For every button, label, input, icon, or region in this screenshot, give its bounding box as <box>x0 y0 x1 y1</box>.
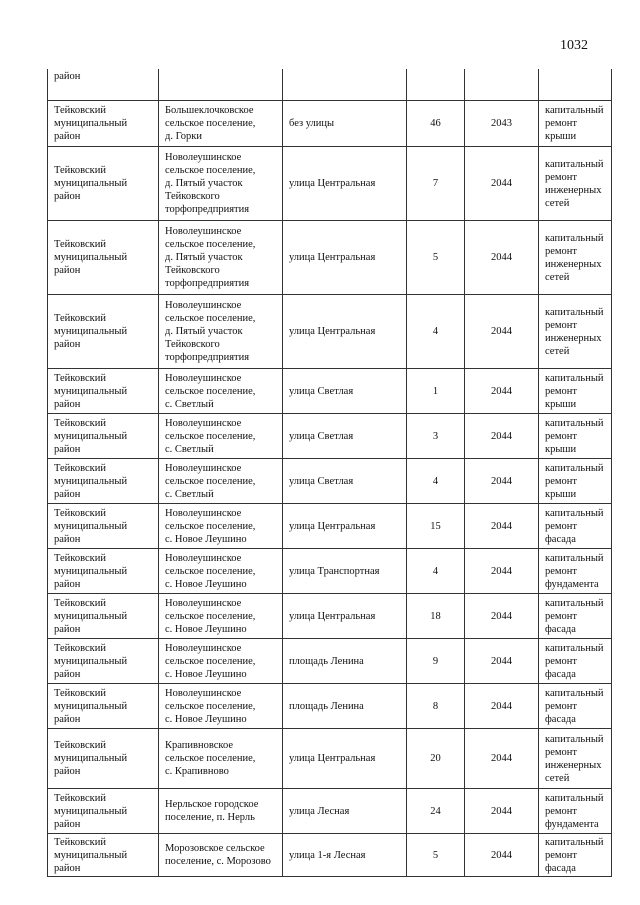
district-cell: Тейковский муниципальный район <box>48 834 159 877</box>
district-cell: Тейковский муниципальный район <box>48 504 159 549</box>
table-row <box>48 834 612 877</box>
street-cell: улица Центральная <box>283 729 407 789</box>
settlement-cell: Нерльское городское поселение, п. Нерль <box>159 789 283 834</box>
street-cell: без улицы <box>283 101 407 147</box>
settlement-cell: Новолеушинское сельское поселение, с. Новое Леушино <box>159 594 283 639</box>
house-number-cell: 7 <box>407 147 465 221</box>
work-type-cell: капитальный ремонт инженерных сетей <box>539 147 612 221</box>
street-cell: улица Центральная <box>283 594 407 639</box>
year-cell: 2044 <box>465 549 539 594</box>
work-type-cell: капитальный ремонт фундамента <box>539 789 612 834</box>
table-row-continuation <box>48 69 612 101</box>
year-cell: 2044 <box>465 147 539 221</box>
district-cell: Тейковский муниципальный район <box>48 101 159 147</box>
work-type-cell: капитальный ремонт фундамента <box>539 549 612 594</box>
street-cell: улица Центральная <box>283 295 407 369</box>
table-row <box>48 295 612 369</box>
work-type-cell: капитальный ремонт фасада <box>539 639 612 684</box>
table-body <box>48 69 612 877</box>
house-number-cell: 5 <box>407 834 465 877</box>
house-number-cell: 3 <box>407 414 465 459</box>
work-type-cell: капитальный ремонт инженерных сетей <box>539 295 612 369</box>
year-cell: 2044 <box>465 594 539 639</box>
street-cell: улица Центральная <box>283 504 407 549</box>
street-cell: площадь Ленина <box>283 639 407 684</box>
settlement-cell: Новолеушинское сельское поселение, д. Пятый участок Тейковского торфопредприятия <box>159 147 283 221</box>
settlement-cell: Крапивновское сельское поселение, с. Крапивново <box>159 729 283 789</box>
work-type-cell: капитальный ремонт фасада <box>539 684 612 729</box>
house-number-cell: 5 <box>407 221 465 295</box>
house-number-cell: 4 <box>407 549 465 594</box>
work-type-cell: капитальный ремонт фасада <box>539 504 612 549</box>
house-number-cell: 15 <box>407 504 465 549</box>
settlement-cell: Новолеушинское сельское поселение, с. Новое Леушино <box>159 684 283 729</box>
settlement-cell: Морозовское сельское поселение, с. Морозово <box>159 834 283 877</box>
table-row <box>48 459 612 504</box>
work-type-cell: капитальный ремонт крыши <box>539 101 612 147</box>
year-cell: 2044 <box>465 729 539 789</box>
district-cell: Тейковский муниципальный район <box>48 789 159 834</box>
street-cell: улица Светлая <box>283 459 407 504</box>
district-cell: Тейковский муниципальный район <box>48 295 159 369</box>
district-cell: Тейковский муниципальный район <box>48 147 159 221</box>
settlement-cell: Новолеушинское сельское поселение, с. Светлый <box>159 369 283 414</box>
table-row <box>48 101 612 147</box>
table-row <box>48 504 612 549</box>
district-cell: Тейковский муниципальный район <box>48 459 159 504</box>
work-type-cell: капитальный ремонт инженерных сетей <box>539 221 612 295</box>
district-cell: Тейковский муниципальный район <box>48 594 159 639</box>
table-row <box>48 414 612 459</box>
house-number-cell: 4 <box>407 295 465 369</box>
settlement-cell: Новолеушинское сельское поселение, д. Пятый участок Тейковского торфопредприятия <box>159 295 283 369</box>
district-cell: Тейковский муниципальный район <box>48 549 159 594</box>
year-cell: 2044 <box>465 414 539 459</box>
street-cell: улица 1-я Лесная <box>283 834 407 877</box>
district-cell: Тейковский муниципальный район <box>48 369 159 414</box>
house-number-cell: 1 <box>407 369 465 414</box>
settlement-cell: Новолеушинское сельское поселение, с. Светлый <box>159 414 283 459</box>
table-row <box>48 147 612 221</box>
street-cell: улица Лесная <box>283 789 407 834</box>
work-type-cell <box>539 69 612 101</box>
house-number-cell: 4 <box>407 459 465 504</box>
work-type-cell: капитальный ремонт крыши <box>539 369 612 414</box>
year-cell: 2044 <box>465 221 539 295</box>
district-cell: Тейковский муниципальный район <box>48 684 159 729</box>
district-cell: район <box>48 69 159 101</box>
table-row <box>48 684 612 729</box>
work-type-cell: капитальный ремонт фасада <box>539 594 612 639</box>
work-type-cell: капитальный ремонт фасада <box>539 834 612 877</box>
district-cell: Тейковский муниципальный район <box>48 729 159 789</box>
table-row <box>48 594 612 639</box>
table-row <box>48 729 612 789</box>
year-cell: 2044 <box>465 789 539 834</box>
settlement-cell: Новолеушинское сельское поселение, с. Новое Леушино <box>159 639 283 684</box>
year-cell: 2044 <box>465 504 539 549</box>
street-cell: улица Транспортная <box>283 549 407 594</box>
year-cell <box>465 69 539 101</box>
street-cell: улица Центральная <box>283 147 407 221</box>
street-cell: площадь Ленина <box>283 684 407 729</box>
house-number-cell <box>407 69 465 101</box>
house-number-cell: 9 <box>407 639 465 684</box>
table-row <box>48 369 612 414</box>
house-number-cell: 8 <box>407 684 465 729</box>
work-type-cell: капитальный ремонт крыши <box>539 414 612 459</box>
year-cell: 2044 <box>465 639 539 684</box>
district-cell: Тейковский муниципальный район <box>48 639 159 684</box>
settlement-cell: Новолеушинское сельское поселение, д. Пятый участок Тейковского торфопредприятия <box>159 221 283 295</box>
year-cell: 2043 <box>465 101 539 147</box>
work-type-cell: капитальный ремонт инженерных сетей <box>539 729 612 789</box>
year-cell: 2044 <box>465 369 539 414</box>
table-row <box>48 221 612 295</box>
house-number-cell: 20 <box>407 729 465 789</box>
year-cell: 2044 <box>465 684 539 729</box>
settlement-cell <box>159 69 283 101</box>
street-cell: улица Светлая <box>283 414 407 459</box>
table-row <box>48 789 612 834</box>
settlement-cell: Большеклочковское сельское поселение, д. Горки <box>159 101 283 147</box>
house-number-cell: 24 <box>407 789 465 834</box>
street-cell: улица Центральная <box>283 221 407 295</box>
street-cell: улица Светлая <box>283 369 407 414</box>
district-cell: Тейковский муниципальный район <box>48 221 159 295</box>
table-row <box>48 639 612 684</box>
table-row <box>48 549 612 594</box>
housing-repair-table <box>47 69 612 877</box>
year-cell: 2044 <box>465 459 539 504</box>
house-number-cell: 46 <box>407 101 465 147</box>
work-type-cell: капитальный ремонт крыши <box>539 459 612 504</box>
year-cell: 2044 <box>465 834 539 877</box>
settlement-cell: Новолеушинское сельское поселение, с. Светлый <box>159 459 283 504</box>
settlement-cell: Новолеушинское сельское поселение, с. Новое Леушино <box>159 549 283 594</box>
house-number-cell: 18 <box>407 594 465 639</box>
page-number: 1032 <box>560 38 588 53</box>
settlement-cell: Новолеушинское сельское поселение, с. Новое Леушино <box>159 504 283 549</box>
year-cell: 2044 <box>465 295 539 369</box>
district-cell: Тейковский муниципальный район <box>48 414 159 459</box>
street-cell <box>283 69 407 101</box>
